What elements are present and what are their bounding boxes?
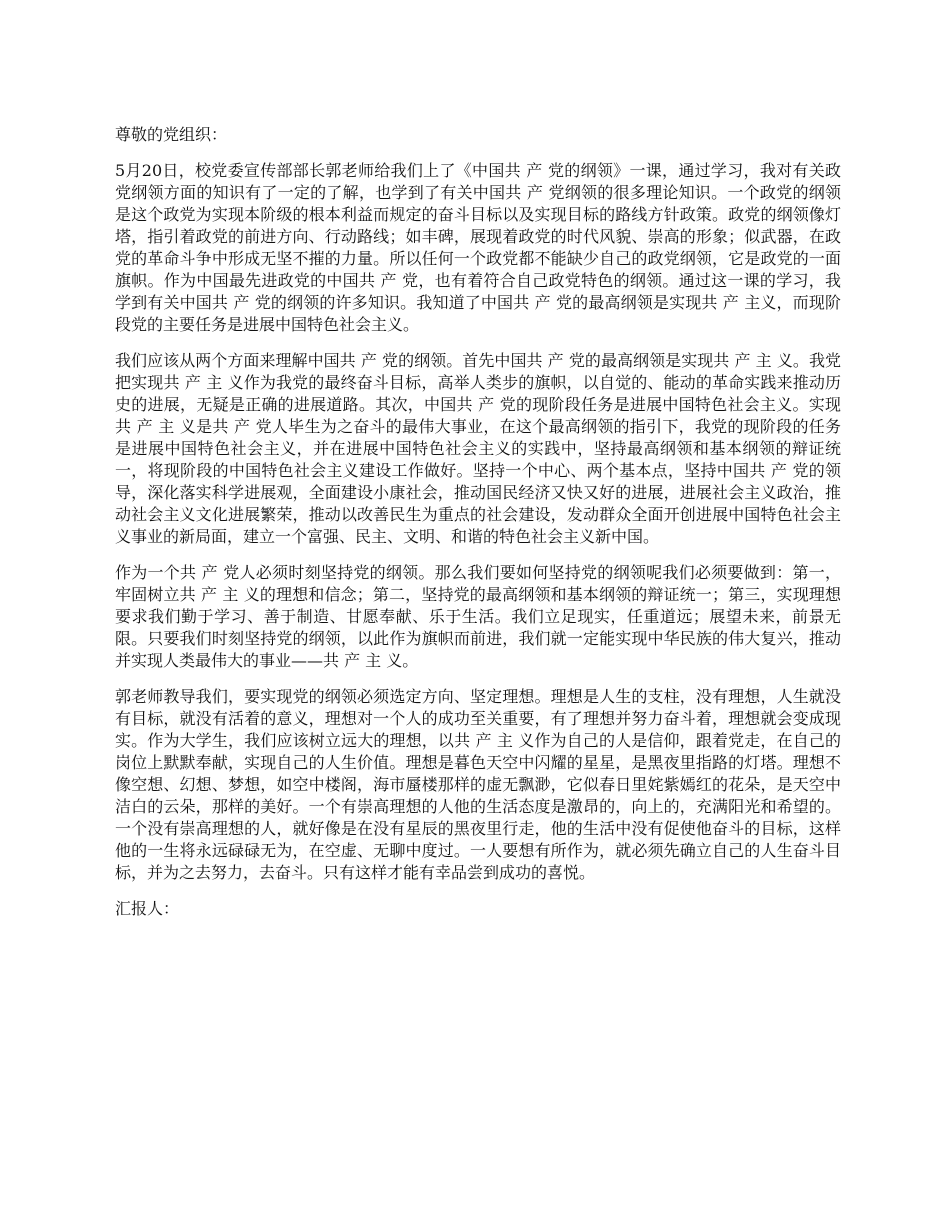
paragraph-1: 5月20日，校党委宣传部部长郭老师给我们上了《中国共 产 党的纲领》一课，通过学习，我对有关政党纲领方面的知识有了一定的了解，也学到了有关中国共 产 党纲领的很多理论知识。一个政党的纲领是这个政党为实现本阶级的根本利益而规定的奋斗目标以及实现目标的路线方针政策。政党的纲领像灯塔，指引着政党的前进方向、行动路线；如丰碑，展现着政党的时代风貌、崇高的形象；似武器，在政党的革命斗争中形成无坚不摧的力量。所以任何一个政党都不能缺少自己的政党纲领，它是政党的一面旗帜。作为中国最先进政党的中国共 产 党，也有着符合自己政党特色的纲领。通过这一课的学习，我学到有关中国共 产 党的纲领的许多知识。我知道了中国共 产 党的最高纲领是实现共 产 主义，而现阶段党的主要任务是进展中国特色社会主义。 [115, 161, 841, 334]
paragraph-4: 郭老师教导我们，要实现党的纲领必须选定方向、坚定理想。理想是人生的支柱，没有理想，人生就没有目标，就没有活着的意义，理想对一个人的成功至关重要，有了理想并努力奋斗着，理想就会变成现实。作为大学生，我们应该树立远大的理想，以共 产 主 义作为自己的人是信仰，跟着党走，在自己的岗位上默默奉献，实现自己的人生价值。理想是暮色天空中闪耀的星星，是黑夜里指路的灯塔。理想不像空想、幻想、梦想，如空中楼阁，海市蜃楼那样的虚无飘渺，它似春日里姹紫嫣红的花朵，是天空中洁白的云朵，那样的美好。一个有崇高理想的人他的生活态度是激昂的，向上的，充满阳光和希望的。一个没有崇高理想的人，就好像是在没有星辰的黑夜里行走，他的生活中没有促使他奋斗的目标，这样他的一生将永远碌碌无为，在空虚、无聊中度过。一人要想有所作为，就必须先确立自己的人生奋斗目标，并为之去努力，去奋斗。只有这样才能有幸品尝到成功的喜悦。 [115, 687, 841, 882]
signature: 汇报人： [115, 899, 180, 918]
salutation: 尊敬的党组织： [115, 125, 228, 144]
paragraph-3: 作为一个共 产 党人必须时刻坚持党的纲领。那么我们要如何坚持党的纲领呢我们必须要做到：第一，牢固树立共 产 主 义的理想和信念；第二，坚持党的最高纲领和基本纲领的辩证统一；第三，实现理想要求我们勤于学习、善于制造、甘愿奉献、乐于生活。我们立足现实，任重道远；展望未来，前景无限。只要我们时刻坚持党的纲领，以此作为旗帜而前进，我们就一定能实现中华民族的伟大复兴，推动并实现人类最伟大的事业——共 产 主 义。 [115, 563, 841, 670]
paragraph-2: 我们应该从两个方面来理解中国共 产 党的纲领。首先中国共 产 党的最高纲领是实现共 产 主 义。我党把实现共 产 主 义作为我党的最终奋斗目标，高举人类步的旗帜，以自觉的、能动的革命实践来推动历史的进展，无疑是正确的进展道路。其次，中国共 产 党的现阶段任务是进展中国特色社会主义。实现共 产 主 义是共 产 党人毕生为之奋斗的最伟大事业，在这个最高纲领的指引下，我党的现阶段的任务是进展中国特色社会主义，并在进展中国特色社会主义的实践中，坚持最高纲领和基本纲领的辩证统一，将现阶段的中国特色社会主义建设工作做好。坚持一个中心、两个基本点，坚持中国共 产 党的领导，深化落实科学进展观，全面建设小康社会，推动国民经济又快又好的进展，进展社会主义政治，推动社会主义文化进展繁荣，推动以改善民生为重点的社会建设，发动群众全面开创进展中国特色社会主义事业的新局面，建立一个富强、民主、文明、和谐的特色社会主义新中国。 [115, 351, 841, 546]
letter-document [115, 124, 841, 920]
